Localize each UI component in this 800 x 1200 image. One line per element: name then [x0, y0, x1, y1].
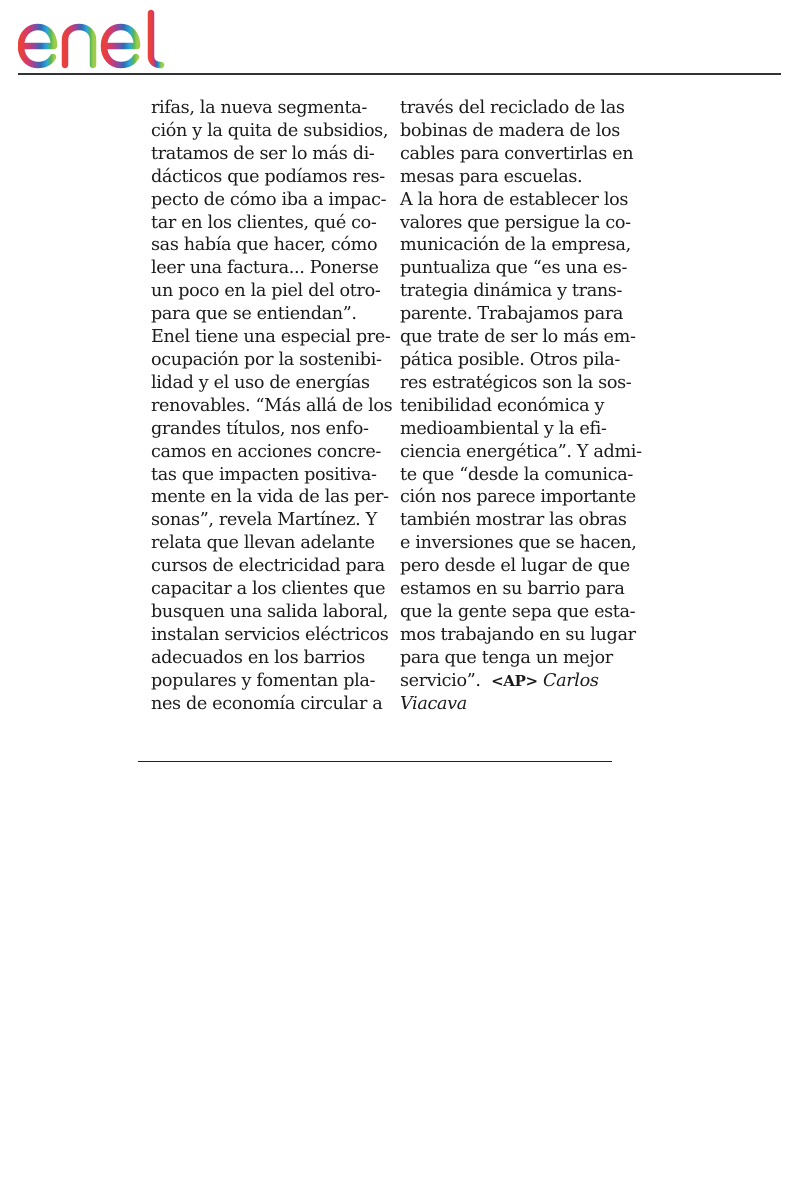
- article-line: pática posible. Otros pila-: [400, 349, 620, 370]
- closing-text: servicio”.: [400, 670, 481, 691]
- article-line: que la gente sepa que esta-: [400, 601, 636, 622]
- article-line: e inversiones que se hacen,: [400, 533, 637, 554]
- article-line: ocupación por la sostenibi-: [151, 349, 382, 370]
- article-line: través del reciclado de las: [400, 98, 625, 118]
- article-line: sas había que hacer, cómo: [151, 235, 378, 256]
- article-line: camos en acciones concre-: [151, 441, 382, 462]
- article-line: tas que impacten positiva-: [151, 464, 377, 485]
- article-line: populares y fomentan pla-: [151, 670, 376, 691]
- article-line: cursos de electricidad para: [151, 556, 385, 577]
- article-line: sonas”, revela Martínez. Y: [151, 510, 377, 531]
- article-line: puntualiza que “es una es-: [400, 258, 628, 279]
- article-line: ciencia energética”. Y admi-: [400, 441, 642, 462]
- article-line: ción y la quita de subsidios,: [151, 120, 389, 141]
- article-line: un poco en la piel del otro-: [151, 281, 381, 302]
- article-line: A la hora de establecer los: [400, 189, 629, 210]
- article-line: lidad y el uso de energías: [151, 372, 370, 393]
- article-line: bobinas de madera de los: [400, 120, 620, 141]
- article-line: instalan servicios eléctricos: [151, 624, 389, 645]
- article-line: nes de economía circular a: [151, 693, 383, 714]
- article-line: busquen una salida laboral,: [151, 601, 389, 622]
- article-line: para que tenga un mejor: [400, 647, 613, 668]
- article-line: adecuados en los barrios: [151, 647, 365, 668]
- article-line: dácticos que podíamos res-: [151, 166, 385, 187]
- author-last-name: Viacava: [400, 693, 467, 714]
- signature-tag: <AP>: [491, 671, 538, 690]
- author-first-name: Carlos: [542, 670, 599, 691]
- article-line: rifas, la nueva segmenta-: [151, 98, 367, 118]
- article-line: res estratégicos son la sos-: [400, 372, 632, 393]
- article-line: te que “desde la comunica-: [400, 464, 633, 485]
- enel-logo: [18, 8, 183, 70]
- article-line: Enel tiene una especial pre-: [151, 327, 391, 348]
- article-column-right: [400, 97, 642, 715]
- article-line: para que se entiendan”.: [151, 304, 357, 325]
- article-line: trategia dinámica y trans-: [400, 281, 623, 302]
- article-line: también mostrar las obras: [400, 510, 627, 531]
- article-line: pero desde el lugar de que: [400, 556, 630, 577]
- article-line: municación de la empresa,: [400, 235, 631, 256]
- article-line: mente en la vida de las per-: [151, 487, 389, 508]
- article-line: estamos en su barrio para: [400, 579, 625, 600]
- article-line: tratamos de ser lo más di-: [151, 143, 375, 164]
- article-line: valores que persigue la co-: [400, 212, 631, 233]
- article-column-left: [151, 97, 393, 715]
- article-line: relata que llevan adelante: [151, 533, 375, 554]
- footer-rule: [138, 761, 612, 762]
- article-line: cables para convertirlas en: [400, 143, 634, 164]
- article-line: capacitar a los clientes que: [151, 579, 386, 600]
- article-line: grandes títulos, nos enfo-: [151, 418, 369, 439]
- header-rule: [18, 73, 781, 75]
- article-line: mos trabajando en su lugar: [400, 624, 636, 645]
- article-line: tenibilidad económica y: [400, 395, 605, 416]
- article-line: pecto de cómo iba a impac-: [151, 189, 387, 210]
- article-line: renovables. “Más allá de los: [151, 395, 393, 416]
- article-line: parente. Trabajamos para: [400, 304, 624, 325]
- article-line: ción nos parece importante: [400, 487, 636, 508]
- article-line: que trate de ser lo más em-: [400, 327, 636, 348]
- article-line: medioambiental y la efi-: [400, 418, 607, 439]
- closing-line: [400, 670, 630, 693]
- article-line: tar en los clientes, qué co-: [151, 212, 377, 233]
- article-line: leer una factura... Ponerse: [151, 258, 379, 279]
- article-line: mesas para escuelas.: [400, 166, 583, 187]
